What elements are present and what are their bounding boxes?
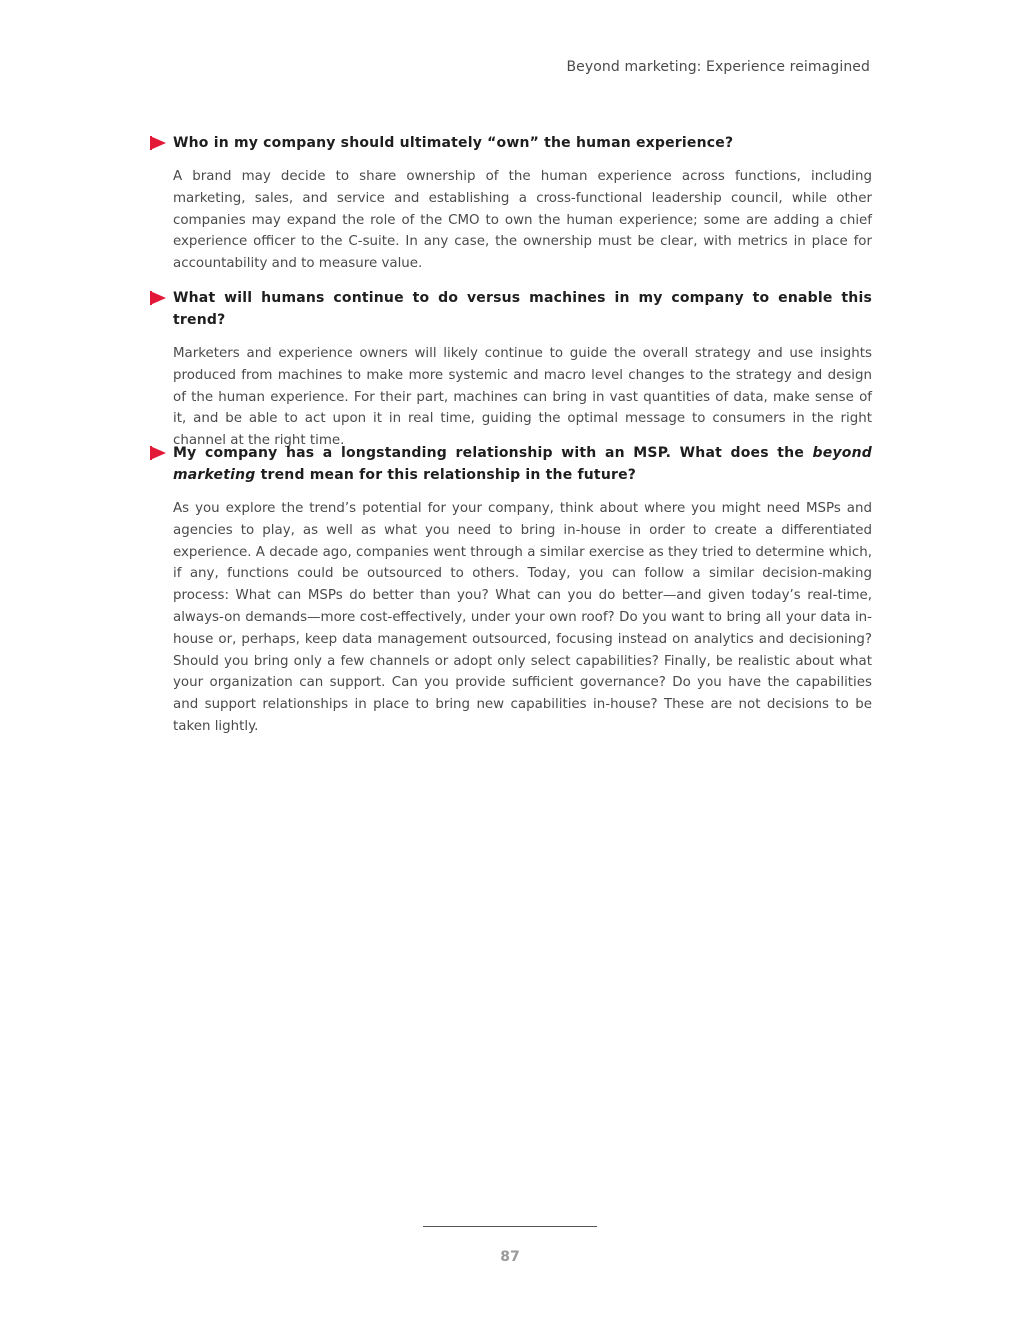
answer-paragraph: As you explore the trend’s potential for your company, think about where you might need MSPs and agencies to play, as well as what you need to bring in-house in order to create a differentiated experience. A decade ago, companies went through a similar exercise as they tried to determine which, if any, functions could be outsourced to others. Today, you can follow a similar decision-making process: What can MSPs do better than you? What can you do better—and given today’s real-time, always-on demands—more cost-effectively, under your own roof? Do you want to bring all your data in-house or, perhaps, keep data management outsourced, focusing instead on analytics and decisioning? Should you bring only a few channels or adopt only select capabilities? Finally, be realistic about what your organization can support. Can you provide sufficient governance? Do you have the capabilities and support relationships in place to bring new capabilities in-house? These are not decisions to be taken lightly. <box>173 501 872 734</box>
question-heading <box>150 287 872 331</box>
question-text: What will humans continue to do versus machines in my company to enable this trend? <box>173 290 872 328</box>
red-flag-icon <box>150 136 166 150</box>
qa-section-ownership <box>150 132 872 275</box>
answer-paragraph: Marketers and experience owners will likely continue to guide the overall strategy and use insights produced from machines to make more systemic and macro level changes to the strategy and design of the human experience. For their part, machines can bring in vast quantities of data, make sense of it, and be able to act upon it in real time, guiding the optimal message to consumers in the right channel at the right time. <box>173 346 872 449</box>
question-heading <box>150 132 872 154</box>
question-heading <box>150 442 872 486</box>
qa-section-msp-relationship <box>150 442 872 738</box>
qa-section-humans-vs-machines <box>150 287 872 452</box>
footer-divider <box>423 1226 597 1227</box>
question-text: Who in my company should ultimately “own” the human experience? <box>173 135 734 151</box>
question-text-start: My company has a longstanding relationship with an MSP. What does the <box>173 445 813 461</box>
page-number: 87 <box>500 1249 520 1265</box>
question-emphasis: beyond marketing <box>173 445 872 483</box>
red-flag-icon <box>150 291 166 305</box>
question-text-end: trend mean for this relationship in the future? <box>255 467 637 483</box>
answer-paragraph: A brand may decide to share ownership of the human experience across functions, including marketing, sales, and service and establishing a cross-functional leadership council, while other companies may expand the role of the CMO to own the human experience; some are adding a chief experience officer to the C-suite. In any case, the ownership must be clear, with metrics in place for accountability and to measure value. <box>173 169 872 272</box>
running-header: Beyond marketing: Experience reimagined <box>566 59 870 75</box>
red-flag-icon <box>150 446 166 460</box>
